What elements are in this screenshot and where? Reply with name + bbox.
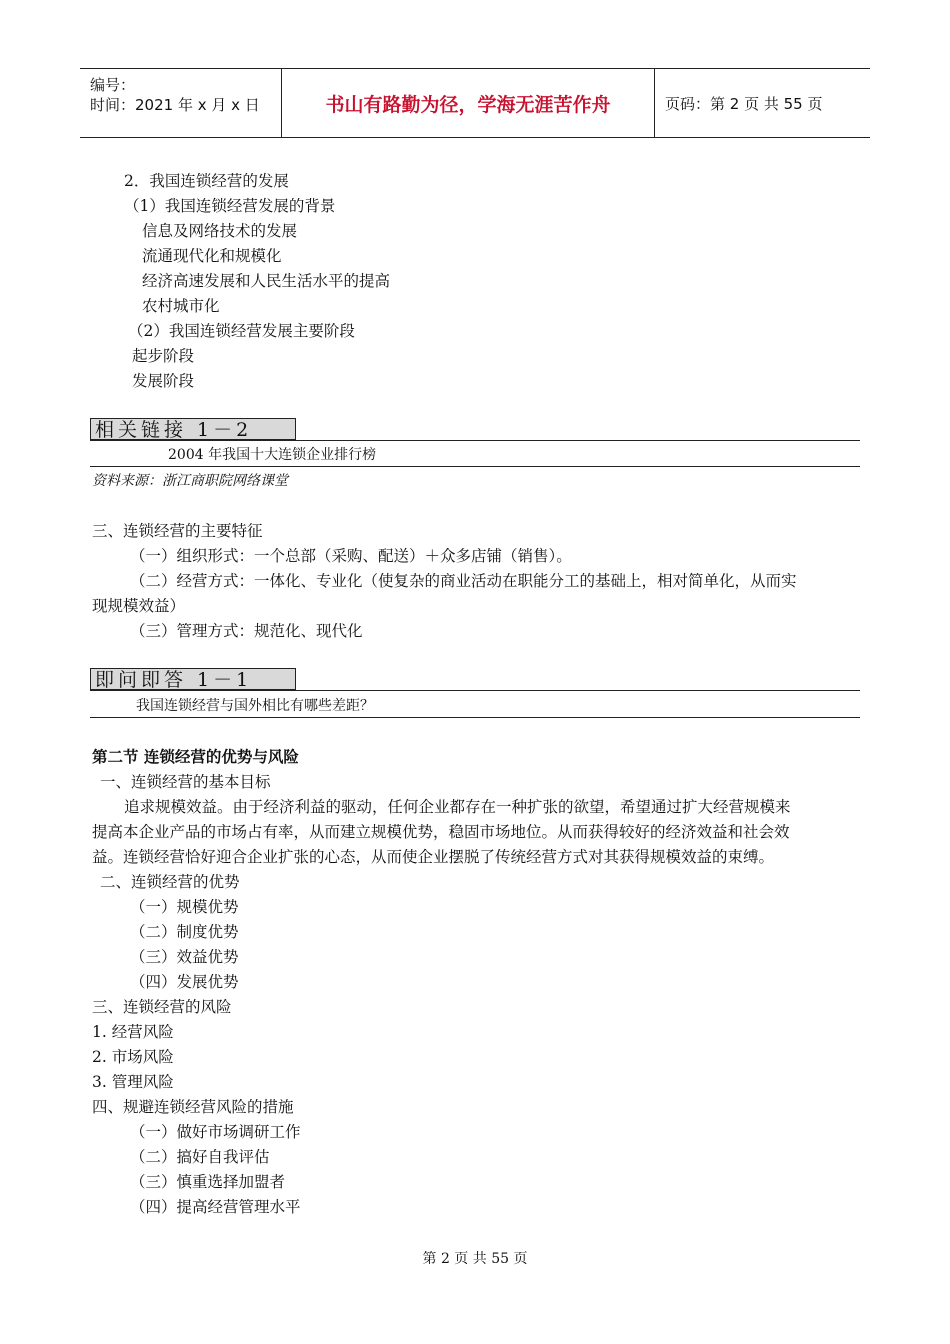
list-item: （二）制度优势 <box>130 923 239 941</box>
paragraph-line: 提高本企业产品的市场占有率，从而建立规模优势，稳固市场地位。从而获得较好的经济效益和社会效 <box>92 823 790 841</box>
list-item: 1. 经营风险 <box>92 1023 174 1041</box>
related-link-label: 相关链接 1－2 <box>90 418 296 440</box>
divider <box>90 690 860 691</box>
divider <box>90 717 860 718</box>
list-item: 信息及网络技术的发展 <box>142 222 298 240</box>
list-item: 3. 管理风险 <box>92 1073 174 1091</box>
qa-label: 即问即答 1－1 <box>90 668 296 690</box>
list-item: （四）提高经营管理水平 <box>130 1198 301 1216</box>
header-meta <box>80 69 282 137</box>
list-item: （一）做好市场调研工作 <box>130 1123 301 1141</box>
list-item: 2. 市场风险 <box>92 1048 174 1066</box>
list-item: 经济高速发展和人民生活水平的提高 <box>142 272 391 290</box>
qa-question: 我国连锁经营与国外相比有哪些差距？ <box>136 698 374 714</box>
list-item: 发展阶段 <box>132 372 195 390</box>
list-item: （三）慎重选择加盟者 <box>130 1173 286 1191</box>
list-item: （二）经营方式：一体化、专业化（使复杂的商业活动在职能分工的基础上，相对简单化，从而实 <box>130 572 797 590</box>
number-label: 编号： <box>90 76 136 94</box>
list-item: （四）发展优势 <box>130 973 239 991</box>
page-header <box>80 68 870 138</box>
list-item-continued: 现规模效益） <box>92 597 186 615</box>
list-item: （二）搞好自我评估 <box>130 1148 270 1166</box>
subsection-title: （1）我国连锁经营发展的背景 <box>124 197 336 215</box>
list-item: （三）效益优势 <box>130 948 239 966</box>
source-note: 资料来源：浙江商职院网络课堂 <box>92 473 288 489</box>
list-item: （一）组织形式：一个总部（采购、配送）＋众多店铺（销售）。 <box>130 547 572 565</box>
date-label: 时间：2021 年 x 月 x 日 <box>90 96 260 114</box>
paragraph-line: 追求规模效益。由于经济利益的驱动，任何企业都存在一种扩张的欲望，希望通过扩大经营规模来 <box>124 798 791 816</box>
list-item: 起步阶段 <box>132 347 195 365</box>
section-title: 一、连锁经营的基本目标 <box>100 773 271 791</box>
header-motto: 书山有路勤为径，学海无涯苦作舟 <box>282 69 655 137</box>
section-title: 2．我国连锁经营的发展 <box>124 172 289 190</box>
list-item: （一）规模优势 <box>130 898 239 916</box>
chapter-heading: 第二节 连锁经营的优势与风险 <box>92 748 299 766</box>
section-title: 四、规避连锁经营风险的措施 <box>92 1098 294 1116</box>
divider <box>90 440 860 441</box>
section-title: 三、连锁经营的风险 <box>92 998 232 1016</box>
list-item: 农村城市化 <box>142 297 220 315</box>
divider <box>90 466 860 467</box>
list-item: （三）管理方式：规范化、现代化 <box>130 622 363 640</box>
section-title: 三、连锁经营的主要特征 <box>92 522 263 540</box>
header-page-info: 页码：第 2 页 共 55 页 <box>665 94 823 113</box>
paragraph-line: 益。连锁经营恰好迎合企业扩张的心态，从而使企业摆脱了传统经营方式对其获得规模效益的束缚。 <box>92 848 775 866</box>
subsection-title: （2）我国连锁经营发展主要阶段 <box>128 322 355 340</box>
section-title: 二、连锁经营的优势 <box>100 873 240 891</box>
list-item: 流通现代化和规模化 <box>142 247 282 265</box>
related-link-content: 2004 年我国十大连锁企业排行榜 <box>168 447 377 463</box>
page-footer: 第 2 页 共 55 页 <box>422 1251 528 1267</box>
